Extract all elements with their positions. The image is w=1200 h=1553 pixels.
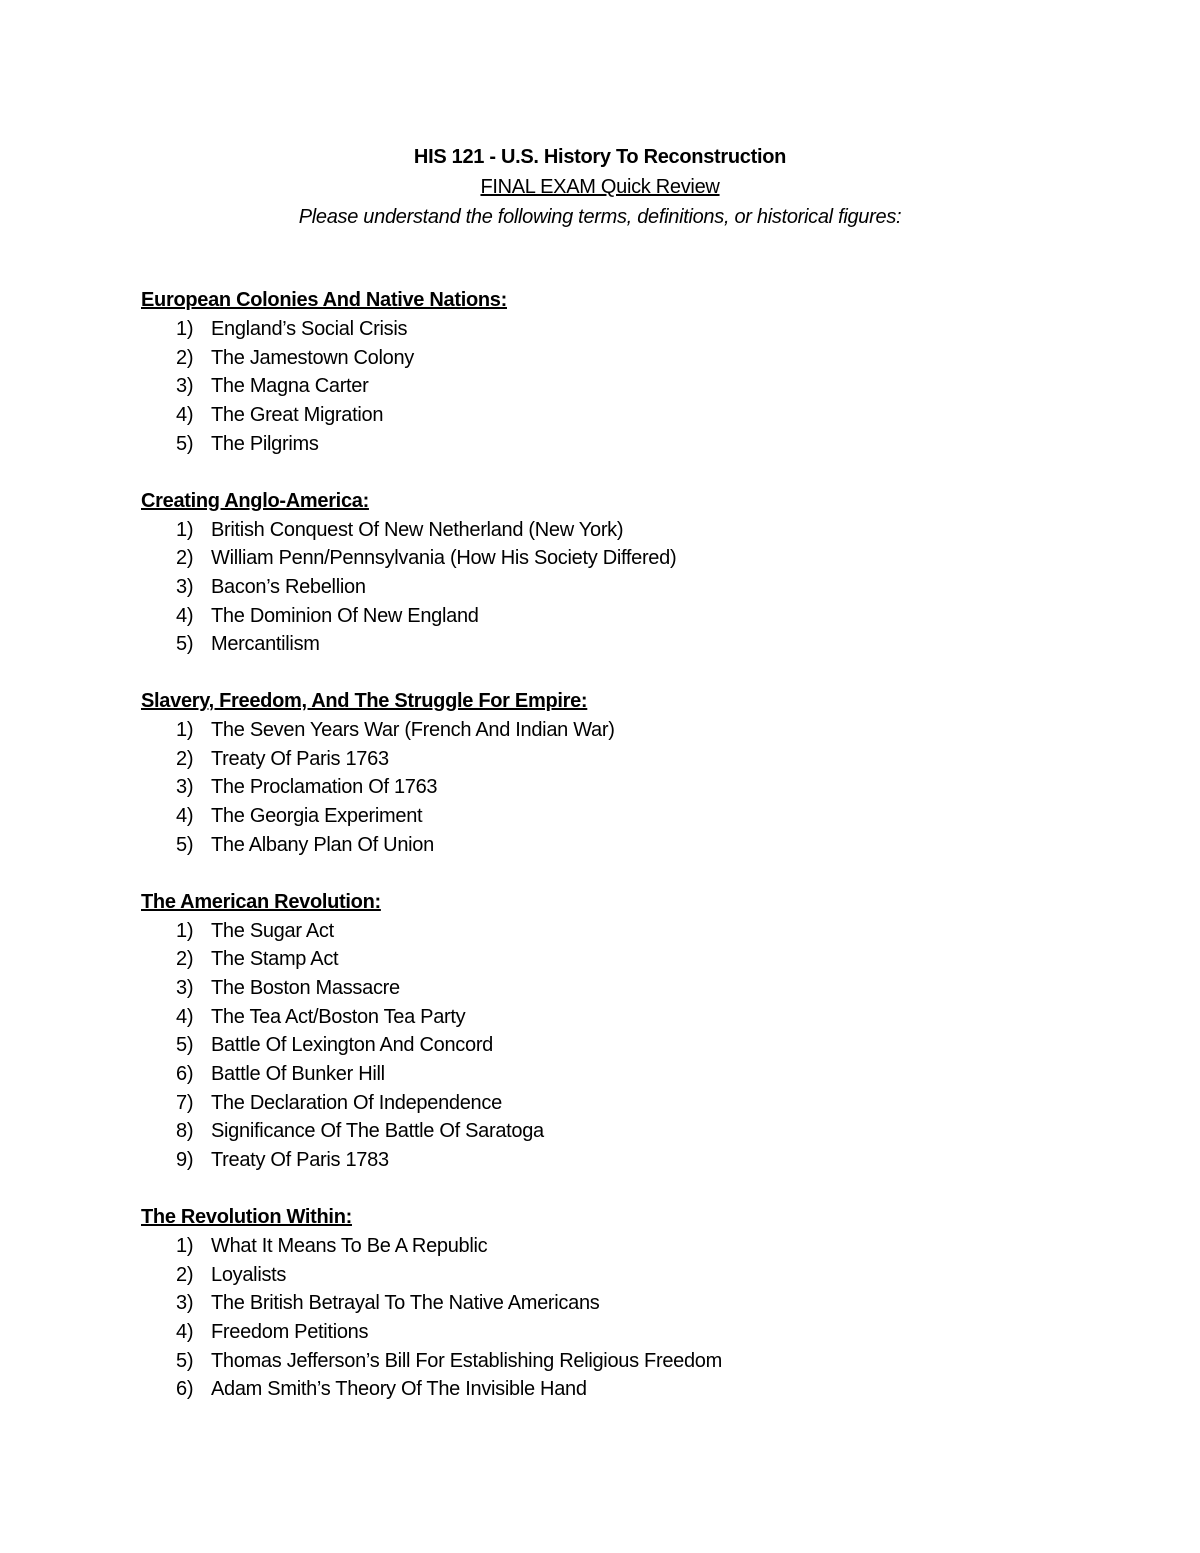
list-item-text: Treaty Of Paris 1783 bbox=[211, 1149, 389, 1172]
document-instructions: Please understand the following terms, definitions, or historical figures: bbox=[298, 206, 902, 228]
list-item bbox=[141, 516, 1101, 545]
list-item bbox=[141, 573, 1101, 602]
list-item-number: 1) bbox=[176, 318, 194, 340]
list-item-number: 3) bbox=[176, 375, 194, 398]
list-item bbox=[141, 1117, 1101, 1146]
list-item-text: The British Betrayal To The Native Americans bbox=[211, 1292, 600, 1315]
review-section bbox=[141, 687, 1101, 860]
list-item bbox=[141, 1318, 1101, 1347]
list-item-number: 2) bbox=[176, 346, 194, 369]
list-item-text: The Jamestown Colony bbox=[211, 346, 414, 369]
document-title: HIS 121 - U.S. History To Reconstruction bbox=[413, 146, 787, 168]
list-item bbox=[141, 401, 1101, 430]
section-heading: European Colonies And Native Nations: bbox=[141, 289, 507, 311]
list-item bbox=[141, 315, 1101, 344]
list-item-number: 4) bbox=[176, 604, 194, 627]
list-item bbox=[141, 630, 1101, 659]
list-item-number: 6) bbox=[176, 1063, 194, 1086]
list-item-text: The Declaration Of Independence bbox=[211, 1091, 502, 1114]
list-item-text: The Albany Plan Of Union bbox=[211, 833, 434, 856]
list-item-text: Battle Of Bunker Hill bbox=[211, 1063, 385, 1086]
review-section bbox=[141, 1203, 1101, 1404]
list-item-text: Significance Of The Battle Of Saratoga bbox=[211, 1120, 544, 1143]
section-heading: Slavery, Freedom, And The Struggle For Empire: bbox=[141, 690, 588, 713]
list-item bbox=[141, 745, 1101, 774]
list-item-number: 1) bbox=[176, 719, 194, 742]
list-item-text: The Stamp Act bbox=[211, 948, 339, 971]
list-item-number: 7) bbox=[176, 1091, 194, 1114]
list-item bbox=[141, 544, 1101, 573]
section-item-list bbox=[141, 716, 1101, 860]
list-item bbox=[141, 1089, 1101, 1118]
list-item bbox=[141, 773, 1101, 802]
list-item-number: 5) bbox=[176, 1349, 194, 1372]
list-item-text: Adam Smith’s Theory Of The Invisible Hand bbox=[211, 1378, 587, 1401]
list-item bbox=[141, 1232, 1101, 1261]
list-item-number: 2) bbox=[176, 1263, 194, 1286]
list-item-text: The Tea Act/Boston Tea Party bbox=[211, 1005, 466, 1028]
list-item bbox=[141, 430, 1101, 459]
list-item-text: Mercantilism bbox=[211, 633, 320, 656]
list-item-number: 3) bbox=[176, 1292, 194, 1315]
list-item bbox=[141, 1031, 1101, 1060]
document-header bbox=[0, 142, 1200, 232]
list-item-text: The Magna Carter bbox=[211, 375, 369, 398]
list-item-number: 4) bbox=[176, 1320, 194, 1343]
list-item-text: The Sugar Act bbox=[211, 919, 334, 942]
list-item-number: 9) bbox=[176, 1149, 194, 1172]
list-item-text: England’s Social Crisis bbox=[211, 318, 408, 340]
list-item bbox=[141, 1375, 1101, 1404]
list-item-text: The Seven Years War (French And Indian War) bbox=[211, 719, 615, 742]
list-item-text: The Dominion Of New England bbox=[211, 604, 479, 627]
list-item-number: 1) bbox=[176, 518, 194, 541]
list-item bbox=[141, 1289, 1101, 1318]
list-item bbox=[141, 831, 1101, 860]
list-item bbox=[141, 716, 1101, 745]
list-item bbox=[141, 602, 1101, 631]
list-item-text: Battle Of Lexington And Concord bbox=[211, 1034, 493, 1057]
list-item-number: 4) bbox=[176, 1005, 194, 1028]
section-item-list bbox=[141, 516, 1101, 660]
list-item-number: 3) bbox=[176, 575, 194, 598]
section-item-list bbox=[141, 1232, 1101, 1404]
review-sections bbox=[141, 286, 1101, 1432]
list-item-number: 4) bbox=[176, 404, 194, 427]
list-item-number: 1) bbox=[176, 919, 194, 942]
list-item bbox=[141, 1347, 1101, 1376]
list-item bbox=[141, 1261, 1101, 1290]
list-item-number: 5) bbox=[176, 833, 194, 856]
list-item-text: Bacon’s Rebellion bbox=[211, 575, 366, 598]
list-item-text: Loyalists bbox=[211, 1263, 287, 1286]
list-item bbox=[141, 917, 1101, 946]
list-item-text: What It Means To Be A Republic bbox=[211, 1234, 488, 1257]
list-item bbox=[141, 344, 1101, 373]
list-item bbox=[141, 1060, 1101, 1089]
list-item-text: William Penn/Pennsylvania (How His Society Differed) bbox=[211, 547, 677, 570]
section-heading: The American Revolution: bbox=[141, 890, 381, 913]
section-item-list bbox=[141, 315, 1101, 459]
list-item-text: The Boston Massacre bbox=[211, 976, 400, 999]
list-item-number: 5) bbox=[176, 432, 194, 455]
list-item bbox=[141, 802, 1101, 831]
list-item-number: 3) bbox=[176, 976, 194, 999]
list-item bbox=[141, 945, 1101, 974]
list-item-number: 2) bbox=[176, 747, 194, 770]
list-item-number: 3) bbox=[176, 776, 194, 799]
review-section bbox=[141, 888, 1101, 1175]
section-item-list bbox=[141, 917, 1101, 1175]
list-item-number: 2) bbox=[176, 948, 194, 971]
list-item-text: Thomas Jefferson’s Bill For Establishing Religious Freedom bbox=[211, 1349, 722, 1372]
list-item-number: 6) bbox=[176, 1378, 194, 1401]
list-item bbox=[141, 1146, 1101, 1175]
list-item bbox=[141, 974, 1101, 1003]
section-heading: Creating Anglo-America: bbox=[141, 489, 369, 512]
list-item-text: British Conquest Of New Netherland (New York) bbox=[211, 518, 624, 541]
list-item-number: 2) bbox=[176, 547, 194, 570]
list-item-text: The Pilgrims bbox=[211, 432, 319, 455]
document-subtitle: FINAL EXAM Quick Review bbox=[480, 176, 720, 198]
list-item-text: The Great Migration bbox=[211, 404, 384, 427]
review-section bbox=[141, 286, 1101, 459]
list-item-number: 1) bbox=[176, 1234, 194, 1257]
list-item-text: The Proclamation Of 1763 bbox=[211, 776, 438, 799]
list-item-text: The Georgia Experiment bbox=[211, 805, 423, 828]
list-item-text: Freedom Petitions bbox=[211, 1320, 369, 1343]
list-item-text: Treaty Of Paris 1763 bbox=[211, 747, 389, 770]
list-item-number: 8) bbox=[176, 1120, 194, 1143]
section-heading: The Revolution Within: bbox=[141, 1205, 352, 1228]
list-item-number: 5) bbox=[176, 633, 194, 656]
list-item-number: 5) bbox=[176, 1034, 194, 1057]
list-item bbox=[141, 1003, 1101, 1032]
list-item-number: 4) bbox=[176, 805, 194, 828]
review-section bbox=[141, 487, 1101, 660]
list-item bbox=[141, 372, 1101, 401]
